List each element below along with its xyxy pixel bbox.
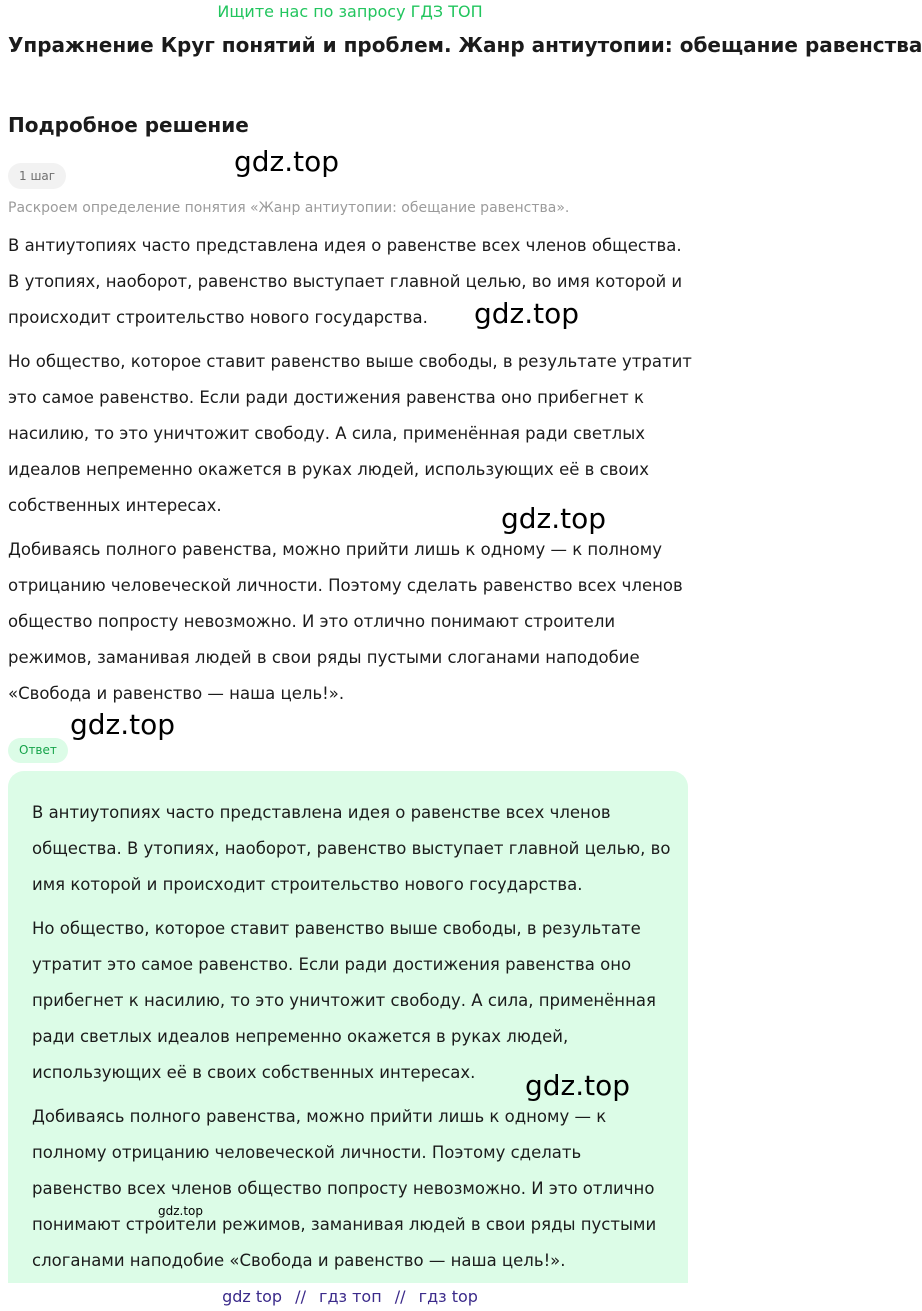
watermark: gdz.top [501, 502, 607, 535]
search-banner: Ищите нас по запросу ГДЗ ТОП [217, 2, 483, 21]
answer-text [32, 795, 672, 1287]
step-hint: Раскроем определение понятия «Жанр антиутопии: обещание равенства». [8, 200, 570, 216]
answer-paragraph: Добиваясь полного равенства, можно прийти лишь к одному — к полному отрицанию человеческой личности. Поэтому сделать равенство всех членов общество попросту невозможно. И это отлично понимают строители режимов, заманивая людей в свои ряды пустыми слоганами наподобие «Свобода и равенство — наша цель!». [32, 1107, 657, 1270]
watermark-small: gdz.top [158, 1204, 204, 1218]
step-badge: 1 шаг [8, 163, 66, 189]
footer-link[interactable]: gdz top [222, 1287, 283, 1306]
footer-link[interactable]: гдз top [418, 1287, 478, 1306]
answer-paragraph: В антиутопиях часто представлена идея о равенстве всех членов общества. В утопиях, наоборот, равенство выступает главной целью, во имя которой и происходит строительство нового государства. [32, 803, 671, 894]
page-title: Упражнение Круг понятий и проблем. Жанр антиутопии: обещание равенства [8, 33, 922, 57]
watermark: gdz.top [70, 708, 176, 741]
answer-paragraph: Но общество, которое ставит равенство выше свободы, в результате утратит это самое равенство. Если ради достижения равенства оно прибегнет к насилию, то это уничтожит свободу. А сила, применённая ради светлых идеалов непременно окажется в руках людей, использующих её в своих собственных интересах. [32, 919, 656, 1082]
watermark: gdz.top [234, 145, 340, 178]
solution-text [8, 228, 698, 720]
solution-paragraph: Но общество, которое ставит равенство выше свободы, в результате утратит это самое равенство. Если ради достижения равенства оно прибегнет к насилию, то это уничтожит свободу. А сила, применённая ради светлых идеалов непременно окажется в руках людей, использующих её в своих собственных интересах. [8, 352, 692, 515]
solution-paragraph: В антиутопиях часто представлена идея о равенстве всех членов общества. В утопиях, наоборот, равенство выступает главной целью, во имя которой и происходит строительство нового государства. [8, 236, 683, 327]
watermark: gdz.top [525, 1069, 631, 1102]
footer-links [0, 1286, 700, 1308]
solution-heading: Подробное решение [8, 113, 249, 137]
footer-separator: // [394, 1287, 406, 1306]
watermark: gdz.top [474, 297, 580, 330]
solution-paragraph: Добиваясь полного равенства, можно прийти лишь к одному — к полному отрицанию человеческой личности. Поэтому сделать равенство всех членов общество попросту невозможно. И это отлично понимают строители режимов, заманивая людей в свои ряды пустыми слоганами наподобие «Свобода и равенство — наша цель!». [8, 540, 683, 703]
answer-badge: Ответ [8, 738, 68, 763]
footer-separator: // [295, 1287, 306, 1306]
footer-link[interactable]: гдз топ [319, 1287, 382, 1306]
